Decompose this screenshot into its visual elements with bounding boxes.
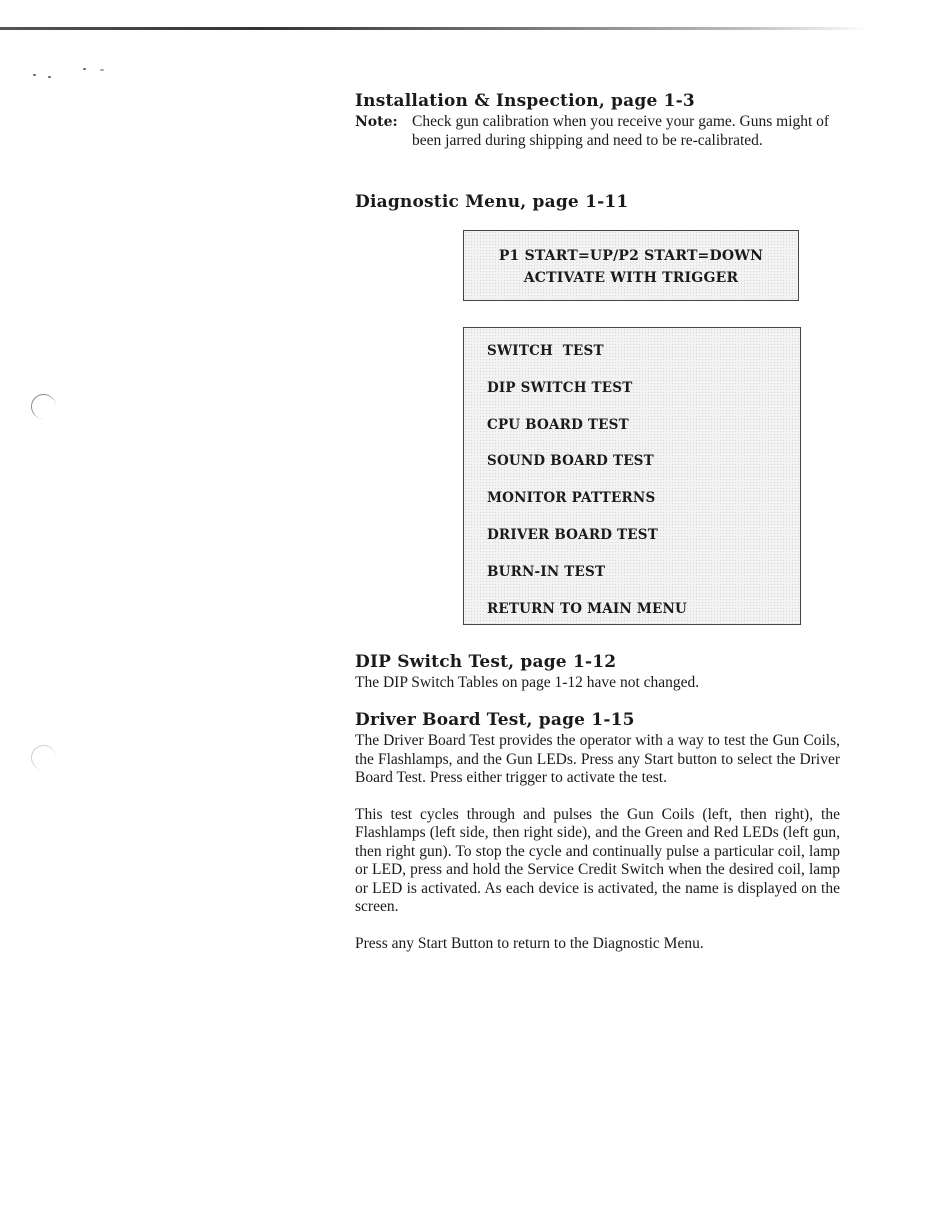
installation-heading: Installation & Inspection, page 1-3: [355, 91, 695, 111]
note-label: Note:: [355, 114, 398, 130]
punch-hole-mark: [31, 394, 56, 419]
driver-board-paragraph: Press any Start Button to return to the Diagnostic Menu.: [355, 934, 704, 952]
diagnostic-heading: Diagnostic Menu, page 1-11: [355, 192, 629, 212]
scan-speck: [100, 69, 104, 71]
menu-item-dip-switch-test: DIP SWITCH TEST: [487, 379, 633, 396]
dip-switch-section: [355, 651, 840, 693]
diagnostic-menu-box: [463, 327, 801, 625]
driver-board-paragraph: This test cycles through and pulses the Gun Coils (left, then right), the Flashlamps (left side, then right side), and the Green and Red LEDs (left gun, then right gun). To stop the cycle and continually pulse a particular coil, lamp or LED, press and hold the Service Credit Switch when the desired coil, lamp or LED is activated. As each device is activated, the name is displayed on the screen.: [355, 805, 840, 915]
menu-item-burn-in-test: BURN-IN TEST: [487, 563, 606, 580]
note-row: [355, 113, 840, 150]
dip-switch-heading: DIP Switch Test, page 1-12: [355, 652, 617, 672]
driver-board-section: [355, 709, 840, 953]
menu-item-switch-test: SWITCH TEST: [487, 343, 604, 359]
screen-header-box: [463, 230, 799, 301]
punch-hole-mark: [31, 745, 56, 770]
menu-item-return-main-menu: RETURN TO MAIN MENU: [487, 600, 688, 617]
driver-board-paragraph: The Driver Board Test provides the operator with a way to test the Gun Coils, the Flashlamps, and the Gun LEDs. Press any Start button to select the Driver Board Test. Press either trigger to activate the test.: [355, 732, 840, 786]
note-text: Check gun calibration when you receive your game. Guns might of been jarred during shipping and need to be re-calibrated.: [412, 113, 830, 149]
scan-top-edge: [0, 27, 870, 30]
menu-item-sound-board-test: SOUND BOARD TEST: [487, 453, 654, 470]
menu-item-driver-board-test: DRIVER BOARD TEST: [487, 526, 658, 543]
header-line: P1 START=UP/P2 START=DOWN: [498, 248, 764, 264]
driver-board-heading: Driver Board Test, page 1-15: [355, 710, 635, 730]
header-line: ACTIVATE WITH TRIGGER: [523, 270, 739, 286]
diagnostic-section: [355, 191, 840, 213]
scan-speck: [33, 74, 36, 76]
menu-item-monitor-patterns: MONITOR PATTERNS: [487, 490, 656, 507]
dip-switch-text: The DIP Switch Tables on page 1-12 have not changed.: [355, 674, 700, 691]
menu-item-cpu-board-test: CPU BOARD TEST: [487, 416, 629, 433]
scan-speck: [83, 68, 86, 70]
scan-speck: [48, 76, 51, 78]
installation-section: [355, 90, 840, 150]
